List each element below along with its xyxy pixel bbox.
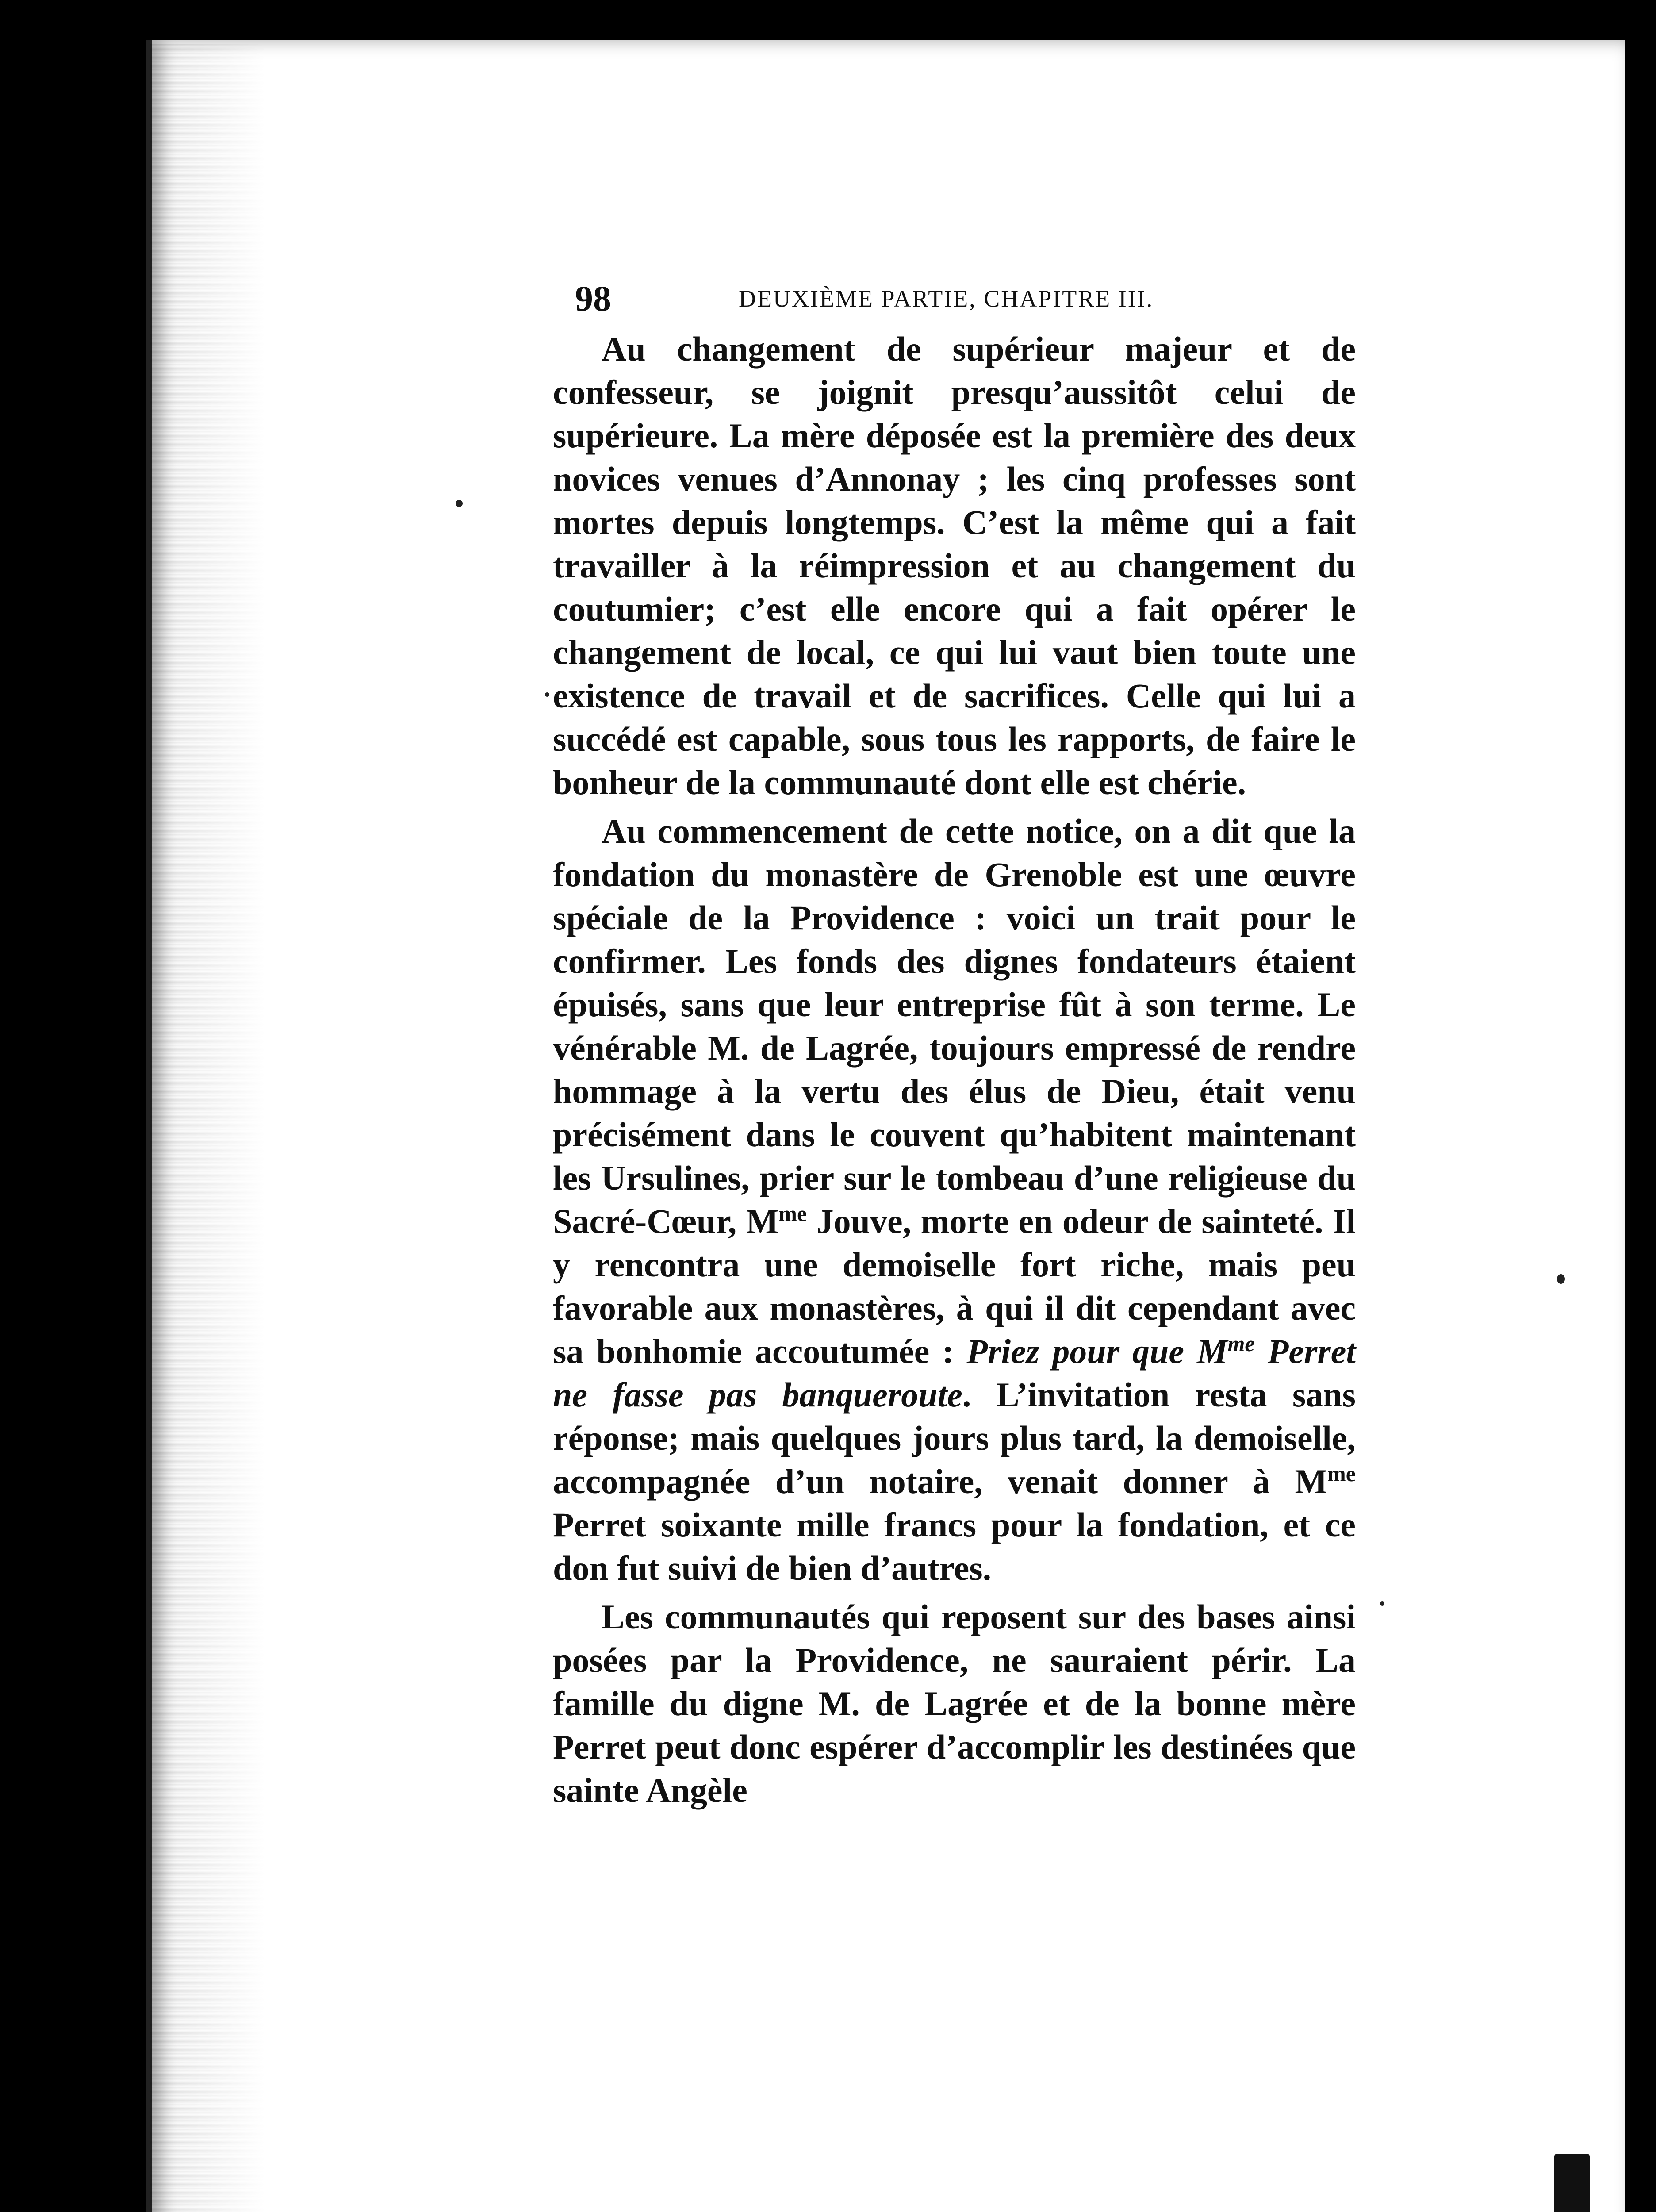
binding-gutter-shadow xyxy=(150,44,265,2212)
italic-run: Perret ne fasse pas banqueroute xyxy=(553,1332,1356,1414)
superscript: me xyxy=(1327,1461,1356,1486)
scan-speck xyxy=(545,692,549,697)
text-run: Au commencement de cette notice, on a dit que la fondation du monastère de Grenoble est une œuvre spéciale de la Providence : voici un trait pour le confirmer. Les fonds des dignes fondateurs étaient épuisés, sans que leur entreprise fût à son terme. Le vénérable M. de Lagrée, toujours empressé de rendre hommage à la vertu des élus de Dieu, était venu précisément dans le couvent qu’habitent maintenant les Ursulines, prier sur le tombeau d’une religieuse du Sacré-Cœur, M xyxy=(553,812,1356,1240)
superscript: me xyxy=(1227,1331,1255,1356)
paragraph xyxy=(553,810,1356,1590)
paragraph: Les communautés qui reposent sur des bases ainsi posées par la Providence, ne sauraient périr. La famille du digne M. de Lagrée et de la bonne mère Perret peut donc espérer d’accomplir les destinées que sainte Angèle xyxy=(553,1598,1356,1809)
body-text xyxy=(553,327,1356,1812)
superscript: me xyxy=(778,1201,807,1226)
text-run: Perret soixante mille francs pour la fondation, et ce don fut suivi de bien d’autres. xyxy=(553,1505,1356,1587)
page-header xyxy=(575,279,1185,319)
running-head: DEUXIÈME PARTIE, CHAPITRE III. xyxy=(739,285,1154,312)
scan-speck xyxy=(1380,1601,1384,1606)
text-run: . L’invitation resta sans réponse; mais quelques jours plus tard, la demoiselle, accompagnée d’un notaire, venait donner à M xyxy=(553,1375,1356,1501)
scan-speck xyxy=(1557,1274,1565,1284)
page-number: 98 xyxy=(575,278,611,319)
scan-speck xyxy=(456,500,463,507)
scan-corner-mark xyxy=(1554,2154,1590,2212)
paragraph: Au changement de supérieur majeur et de confesseur, se joignit presqu’aussitôt celui de supérieure. La mère déposée est la première des deux novices venues d’Annonay ; les cinq professes sont mortes depuis longtemps. C’est la même qui a fait travailler à la réimpression et au changement du coutumier; c’est elle encore qui a fait opérer le changement de local, ce qui lui vaut bien toute une existence de travail et de sacrifices. Celle qui lui a succédé est capable, sous tous les rapports, de faire le bonheur de la communauté dont elle est chérie. xyxy=(553,330,1356,802)
text-run: Jouve, morte en odeur de sainteté. Il y rencontra une demoiselle fort riche, mais peu favorable aux monastères, à qui il dit cependant avec sa bonhomie accoutumée : xyxy=(553,1202,1356,1371)
italic-run: Priez pour que M xyxy=(966,1332,1228,1371)
